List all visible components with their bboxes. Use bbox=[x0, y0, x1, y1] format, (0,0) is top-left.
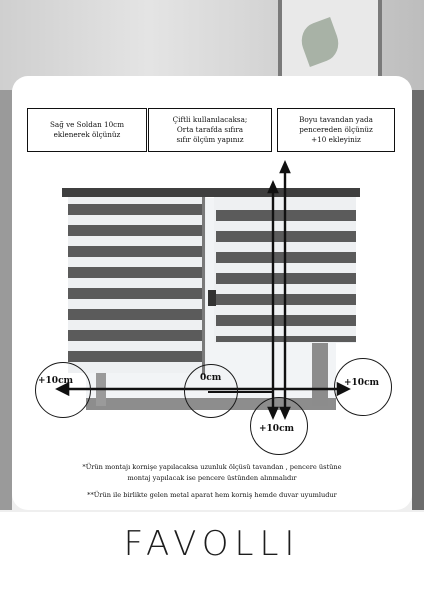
left-blind-stripe bbox=[68, 330, 202, 341]
bracket-footnote: **Ürün ile birlikte gelen metal aparat hem korniş hemde duvar uyumludur bbox=[87, 491, 337, 499]
left-measure-circle bbox=[35, 362, 91, 418]
left-blind-stripe bbox=[68, 204, 202, 215]
right-blind-handle bbox=[212, 290, 216, 306]
right-plus-label: +10cm bbox=[344, 378, 380, 388]
left-blind-handle bbox=[208, 290, 212, 306]
left-blind-rail bbox=[62, 188, 210, 197]
note-side-measure: Sağ ve Soldan 10cm eklenerek ölçünüz bbox=[27, 108, 147, 152]
left-blind bbox=[62, 188, 210, 375]
note-double-blind: Çiftli kullanılacaksa; Orta tarafda sıfıra sıfır ölçüm yapınız bbox=[148, 108, 272, 152]
bottom-plus-label: +10cm bbox=[259, 424, 295, 434]
left-blind-stripe bbox=[68, 351, 202, 362]
left-blind-stripe bbox=[68, 246, 202, 257]
left-blind-stripe bbox=[68, 288, 202, 299]
brand-logo: FAVOLLI bbox=[123, 524, 301, 564]
left-blind-fabric bbox=[68, 197, 206, 373]
left-blind-stripe bbox=[68, 267, 202, 278]
window-frame-right bbox=[312, 340, 328, 406]
mounting-footnote: *Ürün montajı kornişe yapılacaksa uzunluk ölçüsü tavandan , pencere üstüne montaj yapılacak ise pencere üstünden alınmalıdır bbox=[82, 463, 342, 482]
left-blind-stripe bbox=[68, 309, 202, 320]
center-zero-label: 0cm bbox=[200, 373, 222, 383]
left-plus-label: +10cm bbox=[38, 376, 74, 386]
note-height-measure: Boyu tavandan yada pencereden ölçünüz +10 ekleyiniz bbox=[277, 108, 395, 152]
left-blind-chain bbox=[202, 197, 205, 375]
left-blind-stripe bbox=[68, 225, 202, 236]
